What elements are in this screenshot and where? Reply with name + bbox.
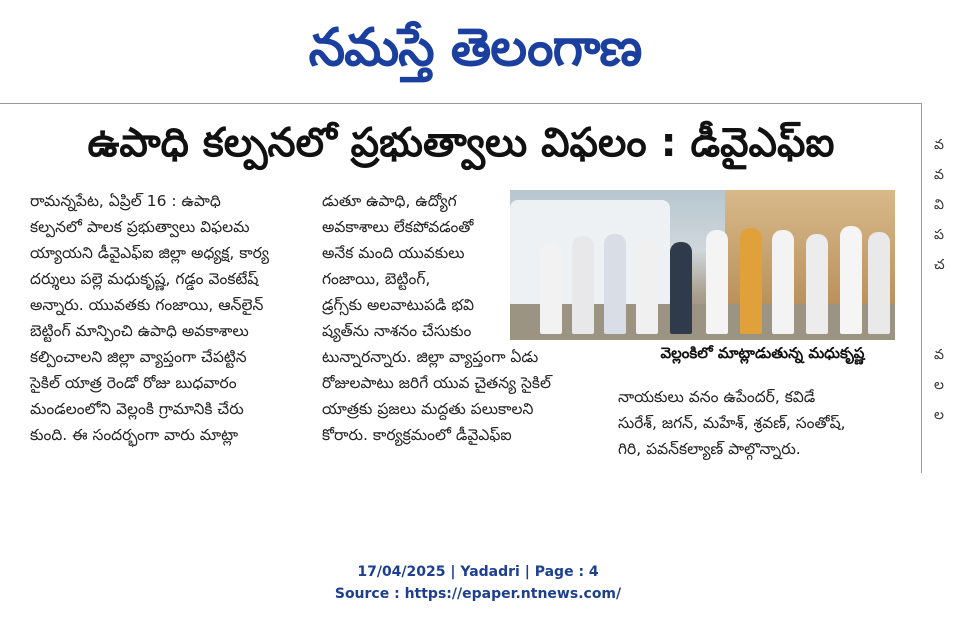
photo-person <box>636 238 658 334</box>
fragment-char: వ <box>934 137 944 153</box>
photo-person <box>540 244 562 334</box>
photo-person <box>772 230 794 334</box>
fragment-char: ల <box>934 407 944 423</box>
fragment-char: ల <box>934 377 944 393</box>
article-headline: ఉపాధి కల్పనలో ప్రభుత్వాలు విఫలం : డీవైఎఫ్ఐ <box>87 120 835 166</box>
text-line: డుతూ ఉపాధి, ఉద్యోగ <box>322 192 457 210</box>
masthead <box>0 0 956 100</box>
text-line: నాయకులు వనం ఉపేందర్, కవిడే <box>618 388 816 406</box>
text-line: అన్నారు. యువతకు గంజాయి, ఆన్‌లైన్ <box>30 296 264 314</box>
photo-person <box>740 228 762 334</box>
text-line: కుంది. ఈ సందర్భంగా వారు మాట్లా <box>30 426 239 444</box>
text-line: ష్యత్‌ను నాశనం చేసుకుం <box>322 322 472 340</box>
edition-info: 17/04/2025 | Yadadri | Page : 4 <box>357 564 599 580</box>
text-line: టున్నారన్నారు. జిల్లా వ్యాప్తంగా ఏడు <box>322 348 539 366</box>
photo-person <box>840 226 862 334</box>
photo-person <box>604 234 626 334</box>
source-footer <box>0 561 956 605</box>
text-line: సురేశ్, జగన్, మహేశ్, శ్రవణ్, సంతోష్, <box>618 414 846 432</box>
text-line: య్యాయని డీవైఎఫ్ఐ జిల్లా అధ్యక్ష, కార్య <box>30 244 269 262</box>
text-line: అవకాశాలు లేకపోవడంతో <box>322 218 474 236</box>
text-line: గంజాయి, బెట్టింగ్, <box>322 270 431 288</box>
photo-person <box>806 234 828 334</box>
text-line: సైకిల్ యాత్ర రెండో రోజు బుధవారం <box>30 374 237 392</box>
text-line: బెట్టింగ్ మాన్పించి ఉపాధి అవకాశాలు <box>30 322 249 340</box>
fragment-char: చ <box>934 257 945 273</box>
top-divider <box>0 103 922 104</box>
article-column-1 <box>30 188 308 448</box>
fragment-char: ప <box>934 227 944 243</box>
news-photo <box>510 190 895 340</box>
fragment-gap <box>934 280 956 340</box>
photo-caption: వెల్లంకిలో మాట్లాడుతున్న మధుకృష్ణ <box>660 344 865 362</box>
article-column-3 <box>618 384 910 462</box>
text-line: మండలంలోని వెల్లంకి గ్రామానికి చేరు <box>30 400 244 418</box>
text-line: గిరి, పవన్‌కల్యాణ్ పాల్గొన్నారు. <box>618 440 801 458</box>
photo-person <box>670 242 692 334</box>
text-line: కల్పనలో పాలక ప్రభుత్వాలు విఫలమ <box>30 218 250 236</box>
fragment-char: వ <box>934 347 944 363</box>
photo-person <box>706 230 728 334</box>
fragment-char: వి <box>934 197 944 213</box>
text-line: కోరారు. కార్యక్రమంలో డీవైఎఫ్ఐ <box>322 426 512 444</box>
source-link[interactable]: Source : https://epaper.ntnews.com/ <box>334 586 622 602</box>
text-line: రామన్నపేట, ఏప్రిల్ 16 : ఉపాధి <box>30 192 221 210</box>
photo-person <box>572 236 594 334</box>
text-line: దర్శులు పల్లె మధుకృష్ణ, గడ్డం వెంకటేష్ <box>30 270 259 288</box>
article-column-2 <box>322 188 551 448</box>
photo-ground <box>510 304 895 340</box>
text-line: యాత్రకు ప్రజలు మద్దతు పలుకాలని <box>322 400 534 418</box>
text-line: అనేక మంది యువకులు <box>322 244 465 262</box>
photo-person <box>868 232 890 334</box>
adjacent-article-fragment <box>934 130 956 430</box>
text-line: డ్రగ్స్‌కు అలవాటుపడి భవి <box>322 296 475 314</box>
text-line: రోజులపాటు జరిగే యువ చైతన్య సైకిల్ <box>322 374 551 392</box>
newspaper-logo: నమస్తే తెలంగాణ <box>308 18 642 78</box>
fragment-char: వ <box>934 167 944 183</box>
text-line: కల్పించాలని జిల్లా వ్యాప్తంగా చేపట్టిన <box>30 348 247 366</box>
